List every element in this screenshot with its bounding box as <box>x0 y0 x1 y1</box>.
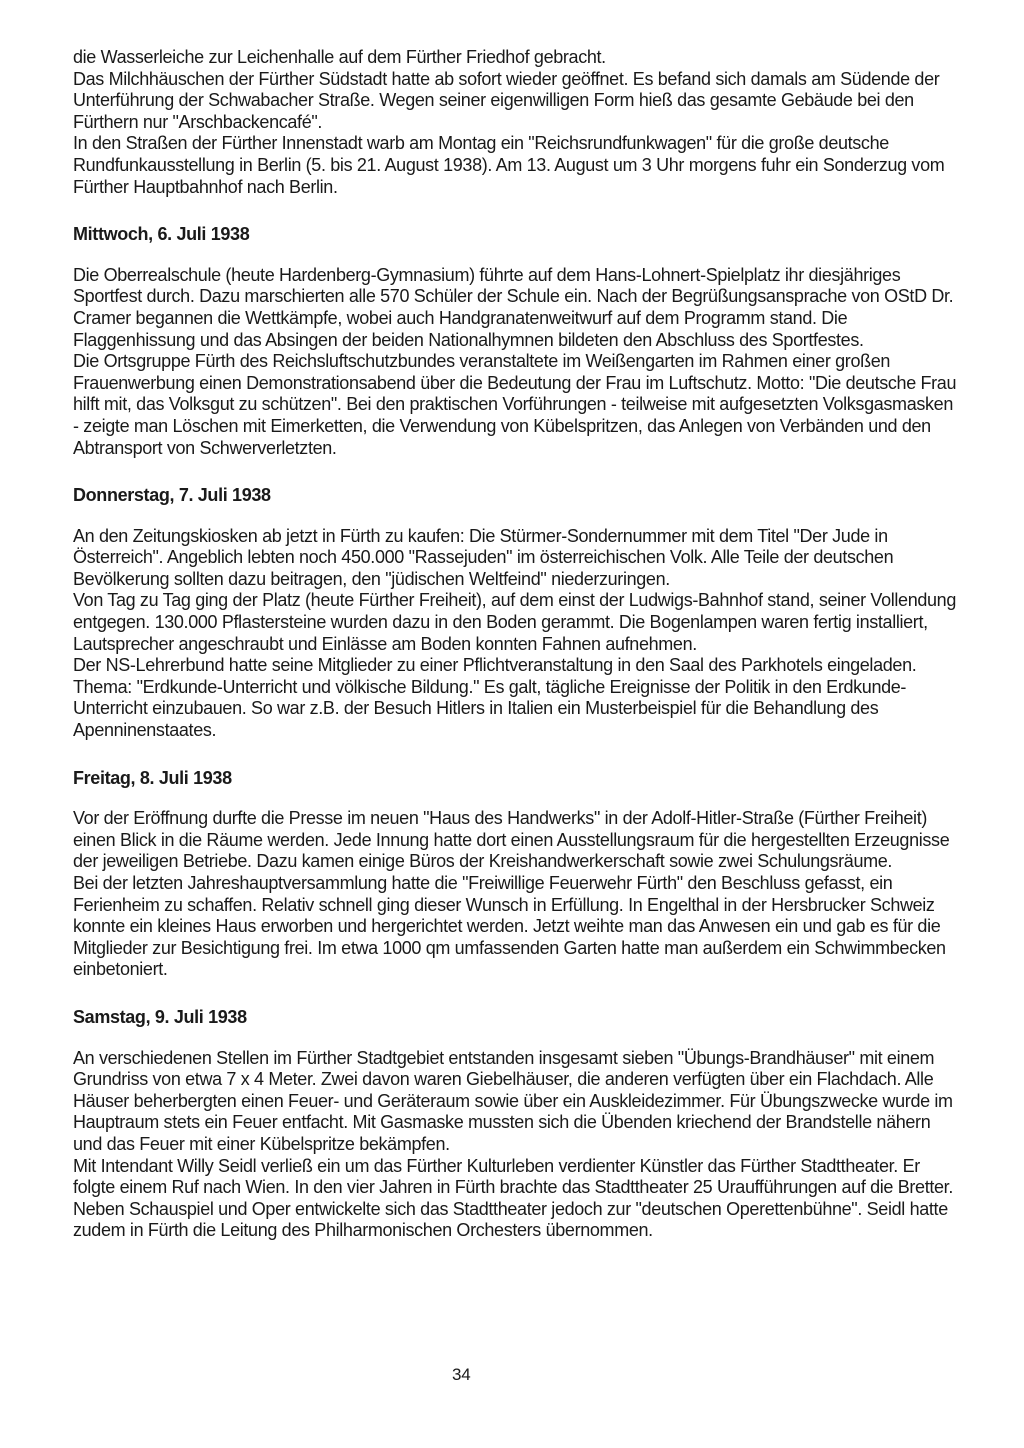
intro-paragraph: In den Straßen der Fürther Innenstadt warb am Montag ein "Reichsrundfunkwagen" für die große deutsche Rundfunkausstellung in Berlin (5. bis 21. August 1938). Am 13. August um 3 Uhr morgens fuhr ein Sonderzug vom Fürther Hauptbahnhof nach Berlin. <box>73 133 945 197</box>
diary-section-donnerstag <box>73 485 959 742</box>
diary-section-freitag <box>73 768 959 981</box>
body-paragraph: An den Zeitungskiosken ab jetzt in Fürth zu kaufen: Die Stürmer-Sondernummer mit dem Titel "Der Jude in Österreich". Angeblich lebten noch 450.000 "Rassejuden" im österreichischen Volk. Alle Teile der deutschen Bevölkerung sollten dazu beitragen, den "jüdischen Weltfeind" niederzuringen. <box>73 525 894 589</box>
section-heading: Samstag, 9. Juli 1938 <box>73 1006 247 1027</box>
section-heading: Freitag, 8. Juli 1938 <box>73 767 232 788</box>
body-paragraph: Der NS-Lehrerbund hatte seine Mitglieder zu einer Pflichtveranstaltung in den Saal des Parkhotels eingeladen. Thema: "Erdkunde-Unterricht und völkische Bildung." Es galt, tägliche Ereignisse der Politik in den Erdkunde-Unterricht einzubauen. So war z.B. der Besuch Hitlers in Italien ein Musterbeispiel für die Behandlung des Apenninenstaates. <box>73 655 917 741</box>
intro-paragraph: die Wasserleiche zur Leichenhalle auf dem Fürther Friedhof gebracht. <box>73 47 606 67</box>
body-paragraph: Von Tag zu Tag ging der Platz (heute Fürther Freiheit), auf dem einst der Ludwigs-Bahnhof stand, seiner Vollendung entgegen. 130.000 Pflastersteine wurden dazu in den Boden gerammt. Die Bogenlampen waren fertig installiert, Lautsprecher angeschraubt und Einlässe am Boden konnten Fahnen aufnehmen. <box>73 590 957 654</box>
diary-section-mittwoch <box>73 224 959 459</box>
document-body <box>73 47 959 1242</box>
body-paragraph: Die Ortsgruppe Fürth des Reichsluftschutzbundes veranstaltete im Weißengarten im Rahmen einer großen Frauenwerbung einen Demonstrationsabend über die Bedeutung der Frau im Luftschutz. Motto: "Die deutsche Frau hilft mit, das Volksgut zu schützen". Bei den praktischen Vorführungen - teilweise mit aufgesetzten Volksgasmasken - zeigte man Löschen mit Eimerketten, die Verwendung von Kübelspritzen, das Anlegen von Verbänden und den Abtransport von Schwerverletzten. <box>73 351 957 458</box>
body-paragraph: An verschiedenen Stellen im Fürther Stadtgebiet entstanden insgesamt sieben "Übungs-Brandhäuser" mit einem Grundriss von etwa 7 x 4 Meter. Zwei davon waren Giebelhäuser, die anderen verfügten über ein Flachdach. Alle Häuser beherbergten einen Feuer- und Geräteraum sowie über ein Auskleidezimmer. Für Übungszwecke wurde im Hauptraum stets ein Feuer entfacht. Mit Gasmaske mussten sich die Übenden kriechend der Brandstelle nähern und das Feuer mit einer Kübelspritze bekämpfen. <box>73 1047 953 1154</box>
diary-section-samstag <box>73 1007 959 1242</box>
page-number: 34 <box>452 1365 471 1384</box>
body-paragraph: Bei der letzten Jahreshauptversammlung hatte die "Freiwillige Feuerwehr Fürth" den Beschluss gefasst, ein Ferienheim zu schaffen. Relativ schnell ging dieser Wunsch in Erfüllung. In Engelthal in der Hersbrucker Schweiz konnte ein kleines Haus erworben und hergerichtet werden. Jetzt weihte man das Anwesen ein und gab es für die Mitglieder zur Besichtigung frei. Im etwa 1000 qm umfassenden Garten hatte man außerdem ein Schwimmbecken einbetoniert. <box>73 873 946 980</box>
intro-paragraph: Das Milchhäuschen der Fürther Südstadt hatte ab sofort wieder geöffnet. Es befand sich damals am Südende der Unterführung der Schwabacher Straße. Wegen seiner eigenwilligen Form hieß das gesamte Gebäude bei den Fürthern nur "Arschbackencafé". <box>73 68 940 132</box>
body-paragraph: Mit Intendant Willy Seidl verließ ein um das Fürther Kulturleben verdienter Künstler das Fürther Stadttheater. Er folgte einem Ruf nach Wien. In den vier Jahren in Fürth brachte das Stadttheater 25 Uraufführungen auf die Bretter. Neben Schauspiel und Oper entwickelte sich das Stadttheater jedoch zur "deutschen Operettenbühne". Seidl hatte zudem in Fürth die Leitung des Philharmonischen Orchesters übernommen. <box>73 1155 953 1241</box>
body-paragraph: Vor der Eröffnung durfte die Presse im neuen "Haus des Handwerks" in der Adolf-Hitler-Straße (Fürther Freiheit) einen Blick in die Räume werden. Jede Innung hatte dort einen Ausstellungsraum für die hergestellten Erzeugnisse der jeweiligen Betriebe. Dazu kamen einige Büros der Kreishandwerkerschaft sowie zwei Schulungsräume. <box>73 808 950 872</box>
body-paragraph: Die Oberrealschule (heute Hardenberg-Gymnasium) führte auf dem Hans-Lohnert-Spielplatz ihr diesjähriges Sportfest durch. Dazu marschierten alle 570 Schüler der Schule ein. Nach der Begrüßungsansprache von OStD Dr. Cramer begannen die Wettkämpfe, wobei auch Handgranatenweitwurf auf dem Programm stand. Die Flaggenhissung und das Absingen der beiden Nationalhymnen bildeten den Abschluss des Sportfestes. <box>73 264 954 350</box>
section-heading: Donnerstag, 7. Juli 1938 <box>73 485 271 506</box>
section-heading: Mittwoch, 6. Juli 1938 <box>73 224 250 245</box>
